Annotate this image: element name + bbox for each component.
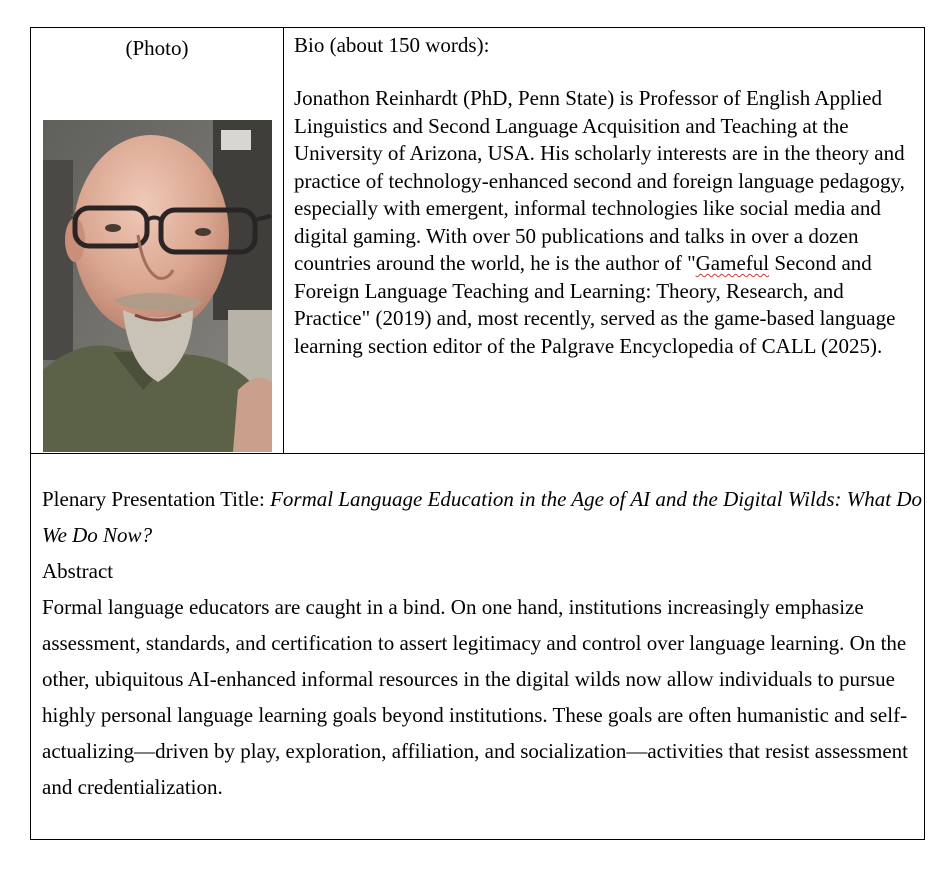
speaker-table: [30, 27, 925, 840]
bio-text-before: Jonathon Reinhardt (PhD, Penn State) is Professor of English Applied Linguistics and Second Language Acquisition and Teaching at the University of Arizona, USA. His scholarly interests are in the theory and practice of technology-enhanced second and foreign language pedagogy, especially with emergent, informal technologies like social media and digital gaming. With over 50 publications and talks in over a dozen countries around the world, he is the author of ": [294, 86, 905, 275]
spellcheck-word: Gameful: [695, 251, 770, 275]
speaker-photo: [43, 120, 272, 452]
presentation-row: [31, 454, 924, 839]
plenary-label: Plenary Presentation Title:: [42, 487, 271, 511]
plenary-line: [42, 481, 922, 553]
photo-cell: [31, 28, 284, 453]
plenary-title: Formal Language Education in the Age of AI and the Digital Wilds: What Do We Do Now?: [42, 487, 923, 547]
abstract-text: Formal language educators are caught in a bind. On one hand, institutions increasingly emphasize assessment, standards, and certification to assert legitimacy and control over language learning. On the other, ubiquitous AI-enhanced informal resources in the digital wilds now allow individuals to pursue highly personal language learning goals beyond institutions. These goals are often humanistic and self-actualizing—driven by play, exploration, affiliation, and socialization—activities that resist assessment and credentialization.: [42, 595, 909, 799]
bio-text: [294, 85, 919, 360]
bio-heading: Bio (about 150 words):: [294, 33, 490, 57]
speaker-row: [31, 28, 924, 454]
abstract-heading: Abstract: [42, 559, 114, 583]
bio-cell: [284, 28, 924, 453]
photo-label: (Photo): [125, 36, 189, 60]
bio-text-after: Second and Foreign Language Teaching and Learning: Theory, Research, and Practice" (2019) and, most recently, served as the game-based language learning section editor of the Palgrave Encyclopedia of CALL (2025).: [294, 251, 896, 358]
